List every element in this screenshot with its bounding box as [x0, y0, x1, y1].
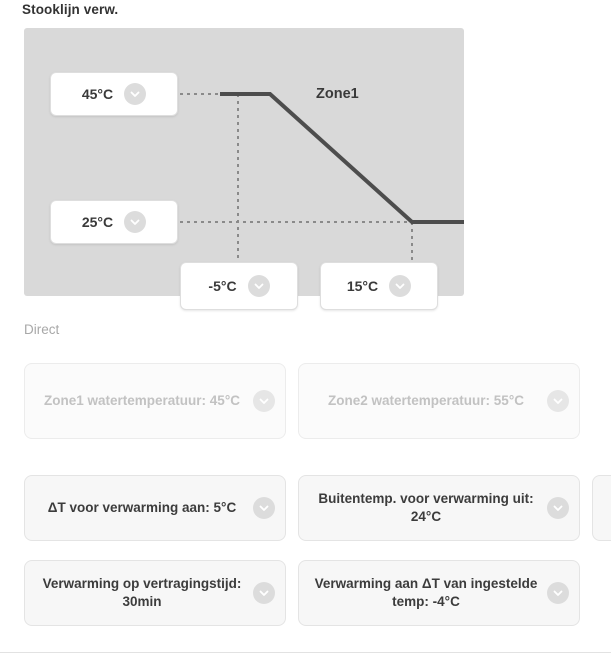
- chevron-down-icon[interactable]: [253, 497, 275, 519]
- curve-low-outdoor-temp-selector[interactable]: [180, 262, 298, 310]
- curve-low-outdoor-temp-value: -5°C: [208, 278, 237, 294]
- heating-delay-time-card[interactable]: [24, 560, 286, 626]
- heating-on-delta-t-setpoint-label: Verwarming aan ΔT van ingestelde temp: -4°C: [314, 575, 538, 609]
- chevron-down-icon[interactable]: [253, 390, 275, 412]
- zone2-watertemp-card[interactable]: [298, 363, 580, 439]
- curve-max-water-temp-value: 45°C: [81, 86, 114, 102]
- curve-high-outdoor-temp-value: 15°C: [346, 278, 379, 294]
- direct-section-label: Direct: [24, 322, 60, 337]
- chevron-down-icon[interactable]: [547, 497, 569, 519]
- zone1-watertemp-card[interactable]: [24, 363, 286, 439]
- chevron-down-icon[interactable]: [547, 390, 569, 412]
- curve-high-outdoor-temp-selector[interactable]: [320, 262, 438, 310]
- page-title: Stooklijn verw.: [22, 2, 119, 17]
- chevron-down-icon[interactable]: [547, 582, 569, 604]
- chevron-down-icon[interactable]: [389, 275, 411, 297]
- curve-min-water-temp-value: 25°C: [81, 214, 114, 230]
- delta-t-heating-on-label: ΔT voor verwarming aan: 5°C: [47, 499, 237, 515]
- chevron-down-icon[interactable]: [124, 211, 146, 233]
- zone2-watertemp-label: Zone2 watertemperatuur: 55°C: [328, 392, 524, 408]
- curve-min-water-temp-selector[interactable]: [50, 200, 178, 244]
- outside-temp-heating-off-card[interactable]: [298, 475, 580, 541]
- bottom-divider: [0, 652, 611, 653]
- chevron-down-icon[interactable]: [248, 275, 270, 297]
- heating-curve-graph: [24, 28, 464, 296]
- outside-temp-heating-off-label: Buitentemp. voor verwarming uit: 24°C: [318, 490, 534, 524]
- offscreen-card-edge[interactable]: [592, 475, 611, 541]
- chevron-down-icon[interactable]: [124, 83, 146, 105]
- heating-curve-panel: [24, 28, 464, 296]
- heating-delay-time-label: Verwarming op vertragingstijd: 30min: [42, 575, 242, 609]
- curve-max-water-temp-selector[interactable]: [50, 72, 178, 116]
- delta-t-heating-on-card[interactable]: [24, 475, 286, 541]
- zone1-watertemp-label: Zone1 watertemperatuur: 45°C: [44, 392, 240, 408]
- heating-on-delta-t-setpoint-card[interactable]: [298, 560, 580, 626]
- zone-label: Zone1: [316, 86, 359, 102]
- chevron-down-icon[interactable]: [253, 582, 275, 604]
